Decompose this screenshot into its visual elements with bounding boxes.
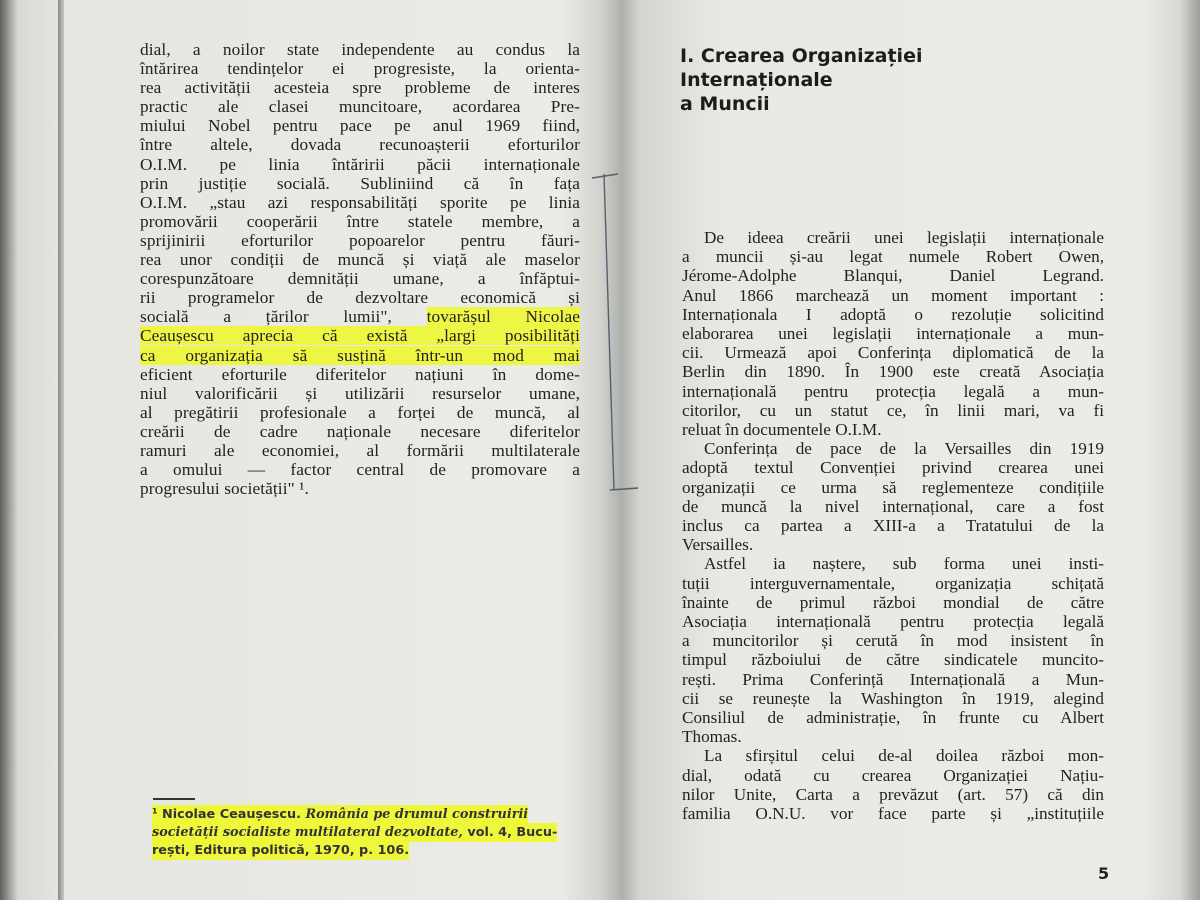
text-line: Internaționala I adoptă o rezoluție solicitind	[682, 304, 1104, 324]
footnote	[152, 806, 602, 860]
text-line: a omului — factor central de promovare a	[140, 460, 580, 480]
text-line: dial, odată cu crearea Organizației Națiu-	[682, 765, 1104, 785]
text-line: elaborarea unei legislații internaționale a mun-	[682, 324, 1104, 344]
text-line: Thomas.	[682, 727, 742, 747]
text-line: organizații ce urma să reglementeze condițiile	[682, 477, 1104, 497]
footnote-line-3: rești, Editura politică, 1970, p. 106.	[152, 843, 410, 858]
text-line: Berlin din 1890. În 1900 este creată Asociația	[682, 362, 1104, 382]
pen-margin-mark	[588, 160, 648, 500]
text-line: rii programelor de dezvoltare economică și	[140, 288, 580, 308]
left-page-text	[140, 40, 580, 498]
text-line: niul valorificării și utilizării resurselor umane,	[140, 383, 580, 403]
text-line: Versailles.	[682, 535, 754, 555]
text-line: de muncă la nivel internațional, care a fost	[682, 496, 1104, 516]
text-line: tuții interguvernamentale, organizația schițată	[682, 573, 1104, 593]
text-line: ca organizația să susțină într-un mod mai	[140, 345, 580, 365]
text-line: dial, a noilor state independente au condus la	[140, 40, 580, 59]
heading-line-2: Internaționale	[680, 69, 833, 91]
text-line: Conferința de pace de la Versailles din 1919	[704, 439, 1104, 459]
text-line: nilor Unite, Carta a prevăzut (art. 57) că din	[682, 784, 1104, 804]
page-edge	[58, 0, 64, 900]
text-line: corespunzătoare demnității umane, a înfăptui-	[140, 269, 580, 289]
text-line: Jérome-Adolphe Blanqui, Daniel Legrand.	[682, 266, 1104, 286]
text-line: a muncii și-au legat numele Robert Owen,	[682, 247, 1104, 267]
text-line: practic ale clasei muncitoare, acordarea Pre-	[140, 97, 580, 117]
text-line: cii se reunește la Washington în 1919, alegind	[682, 688, 1104, 708]
text-line: O.I.M. pe linia întăririi păcii internaționale	[140, 154, 580, 174]
text-line: rea activității acesteia spre probleme de interes	[140, 78, 580, 98]
footnote-line-1: ¹ Nicolae Ceaușescu. România pe drumul construirii	[152, 807, 529, 822]
text-line: eficient eforturile diferitelor națiuni în dome-	[140, 364, 580, 384]
text-line: O.I.M. „stau azi responsabilități sporite pe linia	[140, 192, 580, 212]
text-line: reluat în documentele O.I.M.	[682, 420, 882, 440]
text-line: rea unor condiții de muncă și viață ale maselor	[140, 250, 580, 270]
text-line: înainte de primul război mondial de către	[682, 592, 1104, 612]
text-line: al pregătirii profesionale a forței de muncă, al	[140, 402, 580, 422]
text-line: socială a țărilor lumii", tovarășul Nicolae	[140, 307, 580, 327]
text-line: Astfel ia naștere, sub forma unei insti-	[704, 554, 1104, 574]
text-line: ramuri ale economiei, al formării multilaterale	[140, 440, 580, 460]
text-line: Consiliul de administrație, în frunte cu Albert	[682, 708, 1104, 728]
text-line: citorilor, cu un statut ce, în linii mari, va fi	[682, 400, 1104, 420]
page-number: 5	[1098, 864, 1110, 883]
text-line: întărirea tendințelor ei progresiste, la orienta-	[140, 59, 580, 79]
text-line: internațională pentru protecția legală a mun-	[682, 381, 1104, 401]
text-line: prin justiție socială. Subliniind că în fața	[140, 173, 580, 193]
text-line: inclus ca partea a XIII-a a Tratatului de la	[682, 516, 1104, 536]
footnote-rule	[153, 798, 195, 800]
text-line: miului Nobel pentru pace pe anul 1969 fiind,	[140, 116, 580, 136]
heading-line-3: a Muncii	[680, 93, 770, 115]
text-line: cii. Urmează apoi Conferința diplomatică de la	[682, 343, 1104, 363]
right-page-text	[682, 228, 1104, 823]
text-line: creării de cadre naționale necesare diferitelor	[140, 421, 580, 441]
text-line: promovării cooperării între statele membre, a	[140, 211, 580, 231]
text-line: progresului societății" ¹.	[140, 479, 309, 499]
text-line: Asociația internațională pentru protecția legală	[682, 612, 1104, 632]
text-line: a muncitorilor și cerută în mod insistent în	[682, 631, 1104, 651]
text-line: sprijinirii eforturilor popoarelor pentru făuri-	[140, 230, 580, 250]
text-line: adoptă textul Convenției privind crearea unei	[682, 458, 1104, 478]
text-line: Anul 1866 marchează un moment important :	[682, 285, 1104, 305]
text-line: De ideea creării unei legislații internaționale	[704, 228, 1104, 247]
chapter-heading	[680, 44, 922, 116]
text-line: timpul războiului de către sindicatele muncito-	[682, 650, 1104, 670]
text-line: La sfirșitul celui de-al doilea război mon-	[704, 746, 1104, 766]
text-line: rești. Prima Conferință Internațională a Mun-	[682, 669, 1104, 689]
text-line: Ceaușescu aprecia că există „largi posibilități	[140, 326, 580, 346]
text-line: între altele, dovada recunoașterii eforturilor	[140, 135, 580, 155]
heading-line-1: I. Crearea Organizației	[680, 45, 923, 67]
text-line: familia O.N.U. vor face parte și „instituțiile	[682, 804, 1104, 824]
footnote-line-2: societății socialiste multilateral dezvoltate, vol. 4, Bucu-	[152, 825, 558, 840]
